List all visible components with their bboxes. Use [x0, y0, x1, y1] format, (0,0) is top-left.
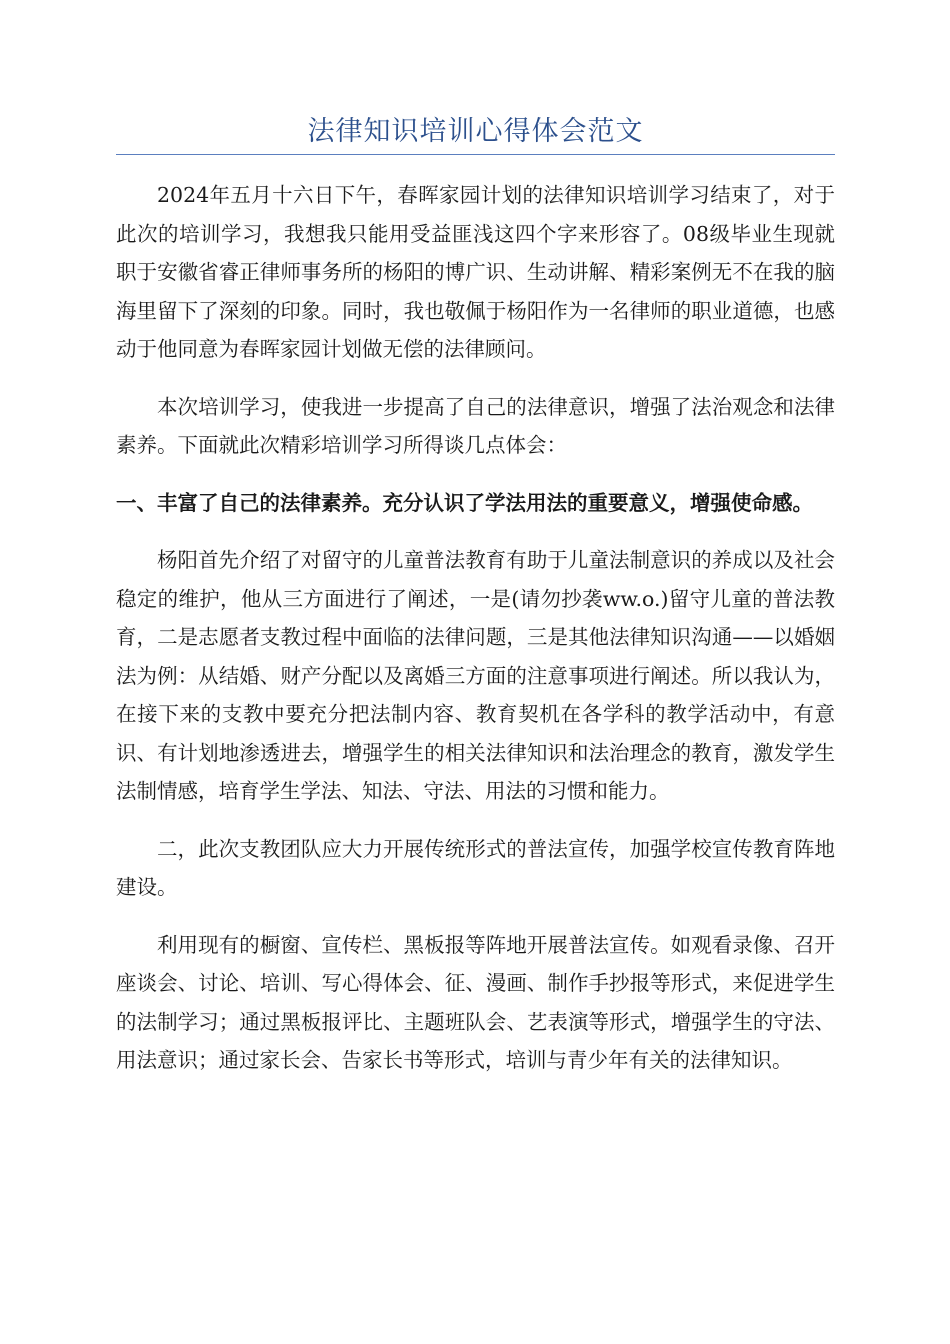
paragraph-summary: 本次培训学习，使我进一步提高了自己的法律意识，增强了法治观念和法律素养。下面就此次精彩培训学习所得谈几点体会： — [116, 394, 835, 457]
paragraph-section-2: 利用现有的橱窗、宣传栏、黑板报等阵地开展普法宣传。如观看录像、召开座谈会、讨论、培训、写心得体会、征、漫画、制作手抄报等形式，来促进学生的法制学习；通过黑板报评比、主题班队会、艺表演等形式，增强学生的守法、用法意识；通过家长会、告家长书等形式，培训与青少年有关的法律知识。 — [116, 932, 835, 1072]
paragraph-intro: 2024年五月十六日下午，春晖家园计划的法律知识培训学习结束了，对于此次的培训学习，我想我只能用受益匪浅这四个字来形容了。08级毕业生现就职于安徽省睿正律师事务所的杨阳的博广识、生动讲解、精彩案例无不在我的脑海里留下了深刻的印象。同时，我也敬佩于杨阳作为一名律师的职业道德，也感动于他同意为春晖家园计划做无偿的法律顾问。 — [116, 183, 835, 361]
paragraph-section-1: 杨阳首先介绍了对留守的儿童普法教育有助于儿童法制意识的养成以及社会稳定的维护，他从三方面进行了阐述，一是(请勿抄袭ww.o.)留守儿童的普法教育，二是志愿者支教过程中面临的法律问题，三是其他法律知识沟通——以婚姻法为例：从结婚、财产分配以及离婚三方面的注意事项进行阐述。所以我认为，在接下来的支教中要充分把法制内容、教育契机在各学科的教学活动中，有意识、有计划地渗透进去，增强学生的相关法律知识和法治理念的教育，激发学生法制情感，培育学生学法、知法、守法、用法的习惯和能力。 — [116, 548, 835, 803]
section-heading-1: 一、丰富了自己的法律素养。充分认识了学法用法的重要意义，增强使命感。 — [116, 490, 813, 515]
document-body — [116, 176, 835, 1099]
document-title: 法律知识培训心得体会范文 — [307, 116, 644, 147]
title-underline — [116, 154, 835, 155]
paragraph-section-2-heading: 二，此次支教团队应大力开展传统形式的普法宣传，加强学校宣传教育阵地建设。 — [116, 836, 835, 899]
